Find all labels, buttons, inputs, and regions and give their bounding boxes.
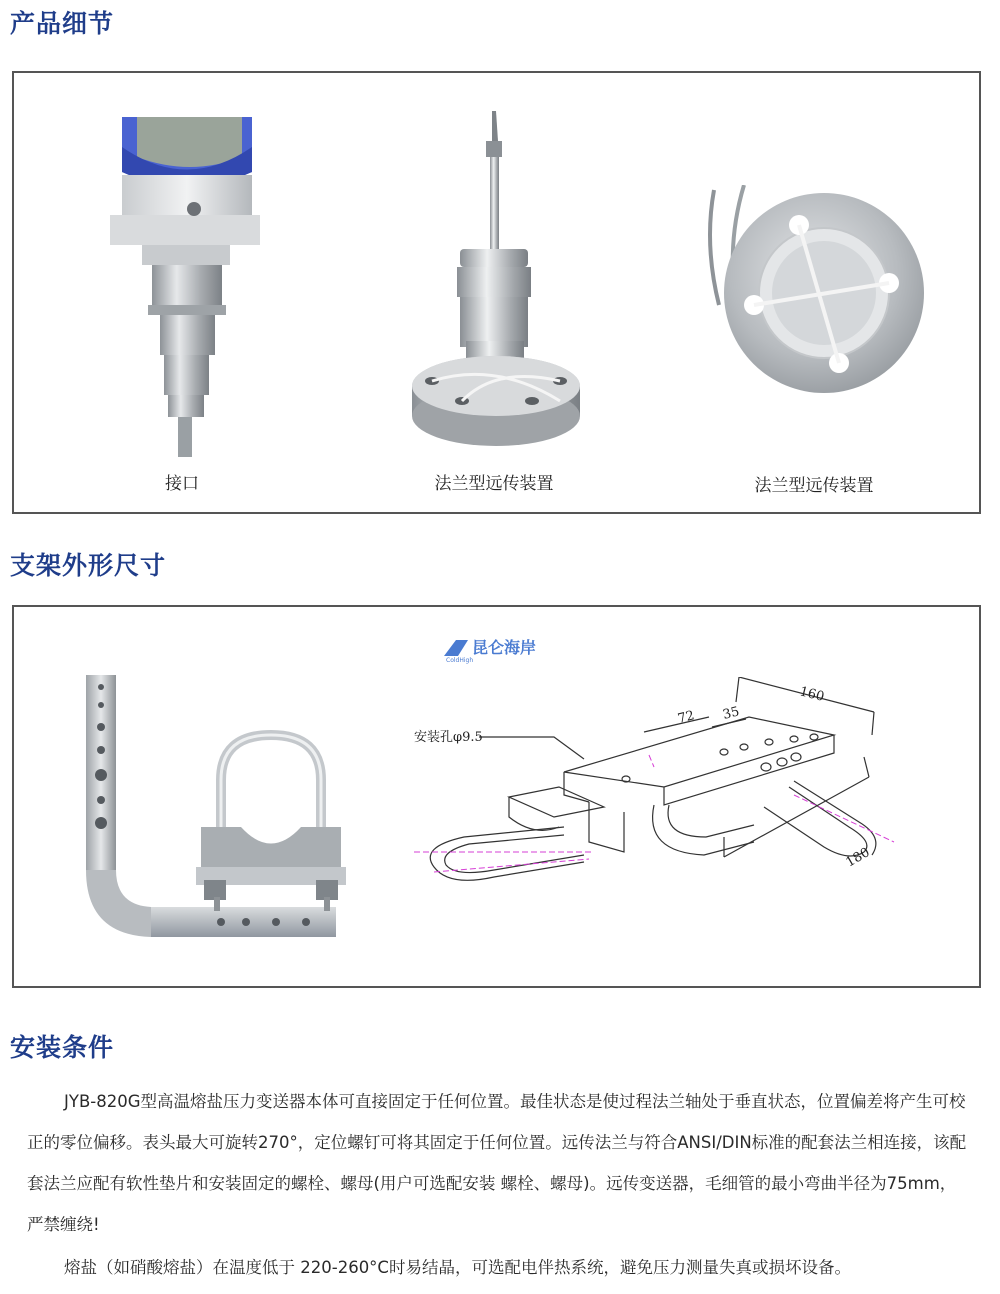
- dimension-35: 35: [721, 704, 742, 723]
- dimension-180: 180: [843, 845, 873, 871]
- dimension-72: 72: [676, 708, 697, 727]
- brand-logo: [444, 635, 564, 665]
- caption-flange-remote-1: 法兰型远传装置: [434, 474, 554, 494]
- caption-flange-remote-2: 法兰型远传装置: [754, 476, 874, 496]
- brand-logo-text: 昆仑海岸: [472, 638, 537, 657]
- bracket-photo: [76, 675, 346, 950]
- section-title-install-conditions: 安装条件: [10, 1033, 115, 1062]
- dimension-160: 160: [798, 684, 826, 705]
- product-details-panel: [12, 71, 981, 514]
- install-paragraph-2: 熔盐（如硝酸熔盐）在温度低于 220-260°C时易结晶，可选配电伴热系统，避免压力测量失真或损坏设备。: [64, 1258, 851, 1277]
- brand-logo-icon: [444, 638, 468, 658]
- bracket-dimension-drawing: [394, 677, 954, 927]
- bracket-panel: [12, 605, 981, 988]
- install-paragraph-1: JYB-820G型高温熔盐压力变送器本体可直接固定于任何位置。最佳状态是使过程法兰轴处于垂直状态，位置偏差将产生可校正的零位偏移。表头最大可旋转270°，定位螺钉可将其固定于任何位置。远传法兰与符合ANSI/DIN标准的配套法兰相连接，该配套法兰应配有软性垫片和安装固定的螺栓、螺母(用户可选配安装 螺栓、螺母)。远传变送器，毛细管的最小弯曲半径为75mm，严禁缠绕!: [27, 1092, 967, 1234]
- drawing-hole-label: 安装孔φ9.5: [414, 730, 483, 745]
- section-title-bracket-dimensions: 支架外形尺寸: [10, 551, 167, 580]
- brand-logo-subtext: ColdHigh: [446, 657, 474, 664]
- caption-connection: 接口: [165, 474, 199, 494]
- section-title-product-details: 产品细节: [10, 9, 115, 38]
- flange-remote-seal-photo-1: [412, 111, 582, 446]
- flange-remote-seal-photo-2: [704, 185, 934, 395]
- connection-photo: [102, 117, 272, 457]
